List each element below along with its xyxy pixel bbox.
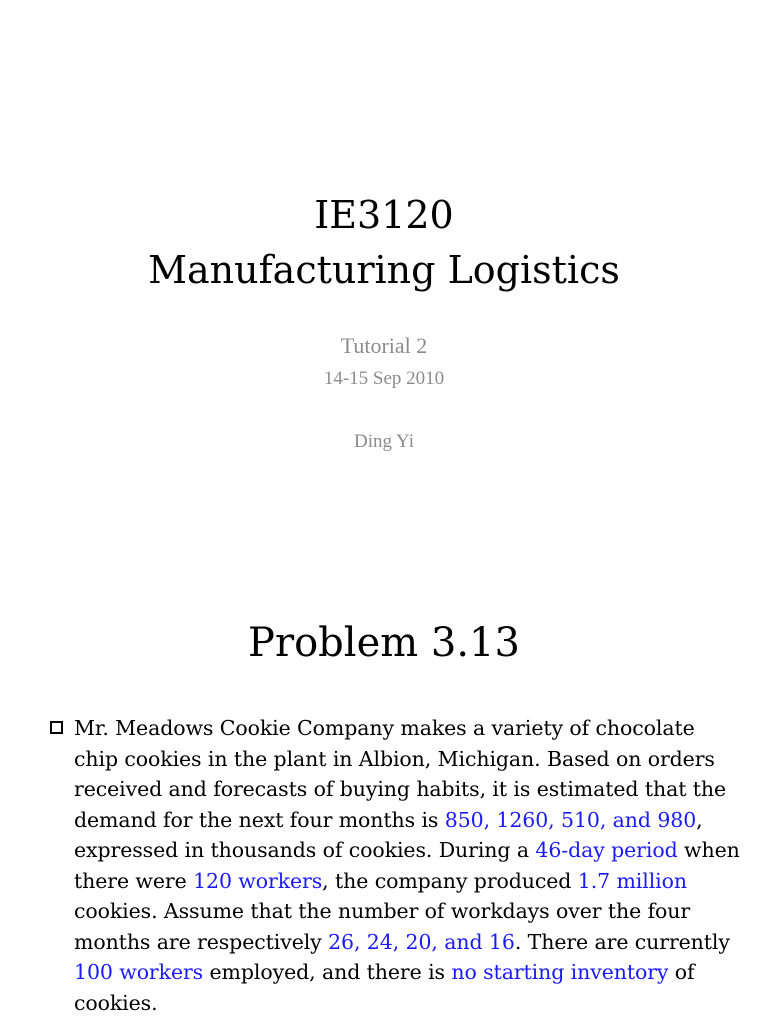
course-name: Manufacturing Logistics (148, 248, 620, 292)
tutorial-label: Tutorial 2 (340, 333, 428, 358)
text-segment: employed, and there is (203, 960, 452, 984)
highlight-workdays: 26, 24, 20, and 16 (328, 929, 515, 954)
text-segment: , the company produced (322, 868, 578, 893)
text-segment: . There are currently (514, 929, 730, 954)
text-segment: , expressed in thousands of cookies. During a (74, 807, 703, 862)
highlight-workers: 120 workers (193, 868, 323, 893)
highlight-period: 46-day period (535, 838, 678, 862)
course-code: IE3120 (314, 193, 454, 237)
problem-text (74, 713, 740, 1018)
text-segment: Mr. Meadows Cookie Company makes a variety of chocolate chip cookies in the plant in Albion, Michigan. Based on orders received and forecasts of buying habits, it is estimated that the demand for the next four months is (74, 716, 727, 832)
highlight-production: 1.7 million (577, 868, 687, 893)
problem-heading: Problem 3.13 (248, 620, 520, 666)
text-segment: cookies. Assume that the number of workdays over the four months are respectively (74, 899, 691, 954)
text-segment: when there were (74, 838, 740, 893)
text-segment: of cookies. (74, 960, 695, 1015)
tutorial-date: 14-15 Sep 2010 (323, 368, 445, 389)
checkbox-bullet-icon (50, 721, 63, 734)
highlight-inventory: no starting inventory (451, 960, 669, 984)
author-name: Ding Yi (354, 431, 414, 452)
problem-bullet (50, 713, 740, 1018)
slide-title (0, 188, 768, 298)
problem-slide (0, 512, 768, 1024)
highlight-current-workers: 100 workers (74, 960, 204, 984)
highlight-demand: 850, 1260, 510, and 980 (444, 807, 697, 832)
